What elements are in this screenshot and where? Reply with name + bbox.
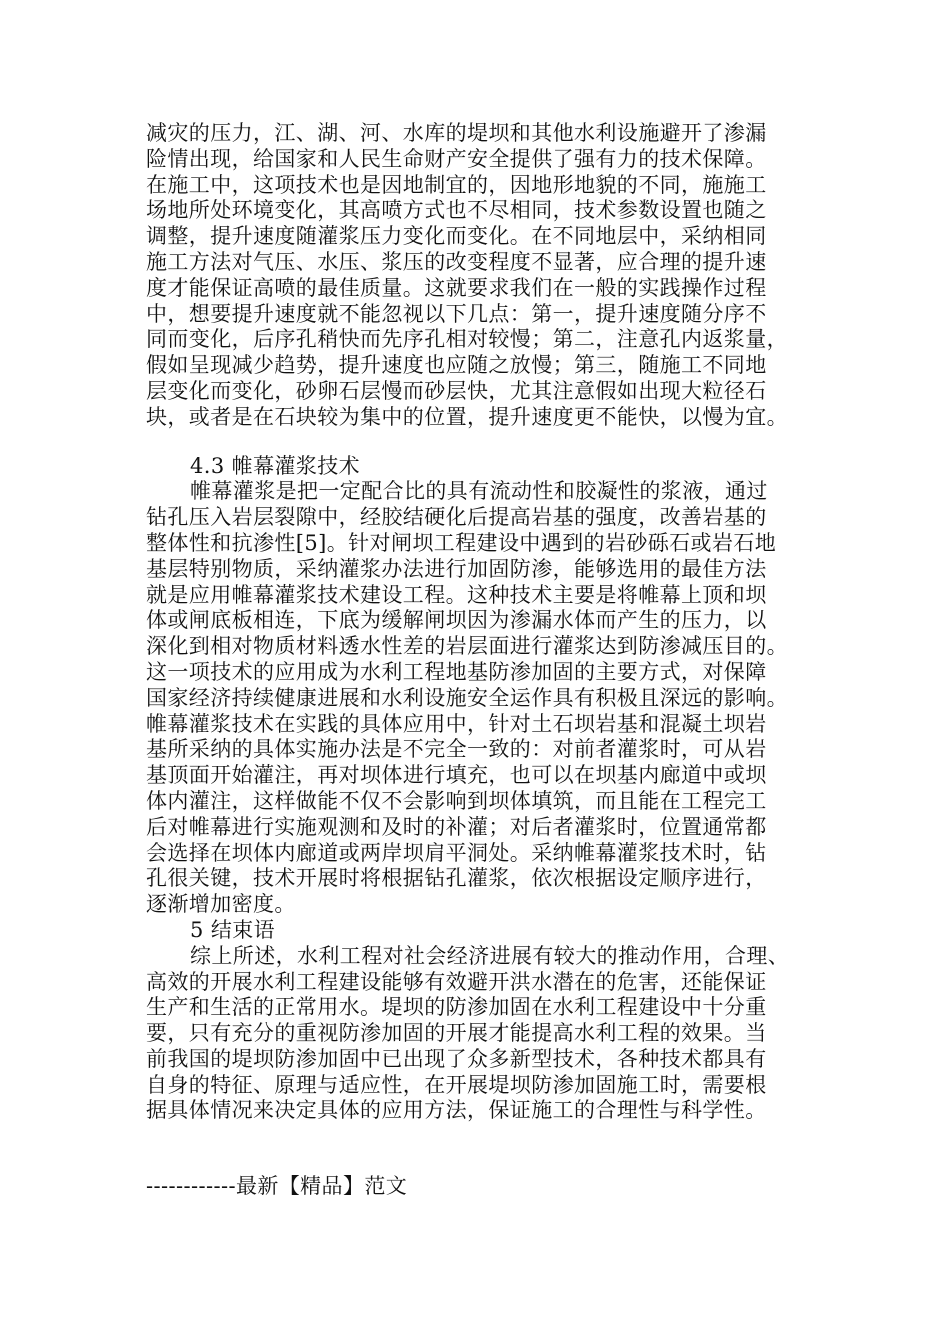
text-line: 层变化而变化，砂卵石层慢而砂层快，尤其注意假如出现大粒径石 (146, 378, 767, 403)
text-line: 综上所述，水利工程对社会经济进展有较大的推动作用，合理、 (190, 943, 790, 968)
text-line: 生产和生活的正常用水。堤坝的防渗加固在水利工程建设中十分重 (146, 995, 767, 1020)
text-line: 后对帷幕进行实施观测和及时的补灌；对后者灌浆时，位置通常都 (146, 814, 767, 839)
text-line: 同而变化，后序孔稍快而先序孔相对较慢；第二，注意孔内返浆量， (146, 327, 788, 352)
text-line: 帷幕灌浆是把一定配合比的具有流动性和胶凝性的浆液，通过 (190, 479, 768, 504)
paragraph-conclusion (146, 944, 806, 1125)
text-line: 体内灌注，这样做能不仅不会影响到坝体填筑，而且能在工程完工 (146, 788, 767, 813)
section-heading-4-3: 4.3 帷幕灌浆技术 (190, 453, 361, 478)
text-line: 逐渐增加密度。 (146, 892, 296, 917)
text-line: 钻孔压入岩层裂隙中，经胶结硬化后提高岩基的强度，改善岩基的 (146, 505, 767, 530)
text-line: 基顶面开始灌注，再对坝体进行填充，也可以在坝基内廊道中或坝 (146, 763, 767, 788)
text-line: 度才能保证高喷的最佳质量。这就要求我们在一般的实践操作过程 (146, 275, 767, 300)
text-line: 就是应用帷幕灌浆技术建设工程。这种技术主要是将帷幕上顶和坝 (146, 582, 767, 607)
text-line: 整体性和抗渗性[5]。针对闸坝工程建设中遇到的岩砂砾石或岩石地 (146, 530, 777, 555)
paragraph-seepage-technique-continued (146, 121, 806, 431)
text-line: 险情出现，给国家和人民生命财产安全提供了强有力的技术保障。 (146, 146, 767, 171)
paragraph-spacer (146, 431, 806, 454)
text-line: 孔很关键，技术开展时将根据钻孔灌浆，依次根据设定顺序进行， (146, 866, 767, 891)
text-line: 调整，提升速度随灌浆压力变化而变化。在不同地层中，采纳相同 (146, 224, 767, 249)
text-line: 减灾的压力，江、湖、河、水库的堤坝和其他水利设施避开了渗漏 (146, 121, 767, 145)
section-heading-5: 5 结束语 (190, 917, 276, 942)
text-line: 在施工中，这项技术也是因地制宜的，因地形地貌的不同，施施工 (146, 172, 767, 197)
text-line: 深化到相对物质材料透水性差的岩层面进行灌浆达到防渗减压目的。 (146, 634, 788, 659)
text-line: 假如呈现减少趋势，提升速度也应随之放慢；第三，随施工不同地 (146, 353, 767, 378)
text-line: 中，想要提升速度就不能忽视以下几点：第一，提升速度随分序不 (146, 301, 767, 326)
text-line: 这一项技术的应用成为水利工程地基防渗加固的主要方式，对保障 (146, 659, 767, 684)
text-line: 体或闸底板相连，下底为缓解闸坝因为渗漏水体而产生的压力，以 (146, 608, 767, 633)
text-line: 基层特别物质，采纳灌浆办法进行加固防渗，能够选用的最佳方法 (146, 556, 767, 581)
text-line: 据具体情况来决定具体的应用方法，保证施工的合理性与科学性。 (146, 1098, 767, 1123)
text-line: 自身的特征、原理与适应性，在开展堤坝防渗加固施工时，需要根 (146, 1072, 767, 1097)
text-line: 帷幕灌浆技术在实践的具体应用中，针对土石坝岩基和混凝土坝岩 (146, 711, 767, 736)
text-line: 会选择在坝体内廊道或两岸坝肩平洞处。采纳帷幕灌浆技术时，钻 (146, 840, 767, 865)
footer-note: ------------最新【精品】范文 (146, 1174, 408, 1198)
paragraph-curtain-grouting (146, 479, 806, 918)
text-line: 块，或者是在石块较为集中的位置，提升速度更不能快，以慢为宜。 (146, 404, 788, 429)
document-body (146, 121, 806, 1124)
text-line: 国家经济持续健康进展和水利设施安全运作具有积极且深远的影响。 (146, 685, 788, 710)
text-line: 场地所处环境变化，其高喷方式也不尽相同，技术参数设置也随之 (146, 198, 767, 223)
text-line: 施工方法对气压、水压、浆压的改变程度不显著，应合理的提升速 (146, 249, 767, 274)
text-line: 前我国的堤坝防渗加固中已出现了众多新型技术，各种技术都具有 (146, 1046, 767, 1071)
text-line: 高效的开展水利工程建设能够有效避开洪水潜在的危害，还能保证 (146, 969, 767, 994)
text-line: 要，只有充分的重视防渗加固的开展才能提高水利工程的效果。当 (146, 1021, 767, 1046)
text-line: 基所采纳的具体实施办法是不完全一致的：对前者灌浆时，可从岩 (146, 737, 767, 762)
